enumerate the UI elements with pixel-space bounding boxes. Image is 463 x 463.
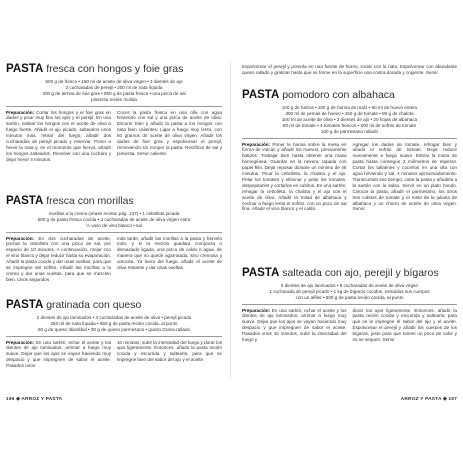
recipe-title: PASTA gratinada con queso <box>6 299 142 311</box>
method-text: 10 minutos, subir la intensidad del fuego y dorar los ajos ligeramente. Entonces, añadir la pasta recién cocida y escurrida y saltearla, para que se impregne bien del sabor del ajo y el aceite. <box>117 339 222 363</box>
ingredient-line: 300 ml de yemas de huevo • 150 g de tomate • 80 g de chalota <box>285 110 414 116</box>
preparation-label: Preparación: <box>242 307 271 313</box>
method-columns <box>6 236 222 283</box>
divider <box>6 106 222 107</box>
divider <box>242 304 457 305</box>
ingredient-line: 60 g de queso Idiazábal • 30 g de queso parmesano • queso Grana rallado <box>37 326 191 332</box>
recipe-pasta-gratinada <box>6 300 222 369</box>
ingredient-line: 500 g de pasta fresca cocida • 4 cucharadas de aceite de oliva virgen extra <box>37 216 191 222</box>
ingredient-list <box>6 211 222 229</box>
ingredient-line: morillas a la crema (véase receta, pág. 137) • 1 cebolleta picada <box>48 210 180 216</box>
method-text: Preparación: En una sartén, echar el aceite y los dientes de ajo laminados, arrimar a fuego muy suave. Dejar que los ajos se vayan haciendo muy despacio y que impregnen de sabor el aceite. Pasados unos <box>6 339 111 369</box>
ingredient-line: ½ vaso de vino blanco • sal <box>86 222 142 228</box>
method-text: Cocer la pasta fresca en una olla con agua hirviendo con sal y una pizca de aceite de oliva. Escurrir bien y añadir la pasta a los hongos con nata bien calientes. Ligar a fuego muy lento, con 50 gramos de aceite de oliva virgen. Añadir los dados de foie gras y espolvorear el perejil, removiendo sin romper la pasta. Rectificar de sal y pimienta. Servir caliente. <box>117 109 222 156</box>
ingredient-line: 400 g de terrina de foie gras • 800 g de pasta fresca • una pizca de sal <box>42 90 186 96</box>
ingredient-line: 100 g de harina • 100 g de harina de maíz • 80 ml de huevo entero <box>281 104 418 110</box>
ingredient-line: pimienta recién molida <box>91 96 137 102</box>
ingredient-line: 250 ml de nata líquida • 650 g de pasta recién cocida, al punto <box>50 320 178 326</box>
ingredient-list <box>6 79 222 103</box>
recipe-pasta-salteada <box>242 268 457 343</box>
ingredient-line: 100 g de parmesano rallado <box>320 128 379 134</box>
method-columns <box>6 340 222 370</box>
page-number-right: ARROZ Y PASTA ◆ 197 <box>400 397 457 402</box>
ingredient-list <box>6 315 222 333</box>
preparation-label: Preparación: <box>6 109 35 115</box>
page-number-left: 196 ◆ ARROZ Y PASTA <box>6 397 63 402</box>
method-text: dorar los ajos ligeramente. Entonces, añadir la pasta recién cocida y escurrida y saltearla, para que se le impregne el sabor del ajo y el aceite. Espolvorear el perejil y añadir los cuerpos de los bígaros, justo para que tomen un poco de calor y no se sequen. Servir. <box>352 307 457 343</box>
method-text: Espolvorear el perejil y ponerla en una fuente de horno, rociar con la nata. Espolvorear con abundante queso rallado y gratinar hasta que se forme en la superficie una costra dorada y crujiente. Servir. <box>242 64 457 75</box>
preparation-label: Preparación: <box>6 235 35 241</box>
preparation-label: Preparación: <box>242 141 271 147</box>
right-page <box>232 0 463 463</box>
method-columns <box>242 308 457 343</box>
divider <box>6 336 222 337</box>
ingredient-line: 6 dientes de ajo laminados • 8 cucharadas de aceite de oliva virgen <box>280 282 419 288</box>
gutter-divider <box>230 60 231 380</box>
method-text: Preparación: Cortar los hongos y el foie gras en dados y picar muy fino los ajos y el perejil. En una sartén, saltear los hongos con el aceite de oliva a fuego fuerte. Añadir el ajo picado, saltearlos unos minutos más, retirar del fuego, añadir dos cucharadas de perejil picado y reservar. Poner a hervir la nata y, en el momento que hierva, añadir los hongos salteados. Revolver con una cuchara y dejar hervir 4 minutos. <box>6 109 111 162</box>
divider <box>242 138 457 139</box>
recipe-pasta-hongos-foie <box>6 64 222 163</box>
recipe-title: PASTA fresca con morillas <box>6 195 134 207</box>
ingredient-line: 100 ml de aceite de oliva • 2 dientes de ajo • 20 hojas de albahaca <box>281 116 418 122</box>
ingredient-list <box>242 105 457 135</box>
ingredient-list <box>242 283 457 301</box>
recipe-title: PASTA pomodoro con albahaca <box>242 89 395 101</box>
recipe-pasta-pomodoro <box>242 90 457 212</box>
ingredient-line: 2 dientes de ajo laminados • 3 cucharadas de aceite de oliva • perejil picado <box>36 314 192 320</box>
recipe-pasta-morillas <box>6 196 222 283</box>
method-text: Preparación: En dos cucharadas de aceite, pochar la cebolleta con una pizca de sal, por espacio de 10 minutos. A continuación, mojar con el vino blanco y dejar reducir hasta su evaporación. Añadir la pasta cocida y dar unas vueltas, para que se impregne del sofrito. Añadir las morillas a la crema y dar unas vueltas, para que se mezclen bien. Unos segundos <box>6 235 111 282</box>
method-text: Agregar los dados de tomate, rehogar bien y añadir el sofrito de tomate. Dejar reducir nuevamente a fuego suave. Estirar la masa de pasta hasta conseguir 3 milímetros de espesor. Cortar los tallarines y cocerlos en una olla con agua hirviendo y sal, 4 minutos aproximadamente. Transcurrido ese tiempo, colar la pasta y añadirla a la sartén con la salsa. Servir en un plato hondo. Colocar la pasta, añadir el parmesano, los otros tres cubitos de tomate y el resto de la juliana de albahaca y un chorro de aceite de oliva virgen. Servir. <box>352 141 457 212</box>
method-columns <box>242 64 457 76</box>
ingredient-line: con un alfiler • 600 g de pasta recién cocida, al punto <box>295 294 404 300</box>
method-text: Preparación: Poner la harina sobre la mesa en forma de volcán y añadir los huevos, previamente batidos. Trabajar bien hasta obtener una masa homogénea. Guardar en la nevera, tapada con papel film. Dejar reposar durante un mínimo de 45 minutos. Picar la cebolleta, la chalota y el ajo. Pelar los tomates y eliminar y pelar los tomates, despepitarlos y cortarlos en cubitos. En una sartén, rehogar la cebolleta, la chalota y el ajo con el aceite de oliva. Añadir la mitad de albahaca y cocinar a fuego lento el sofrito, con un poco de sal fina. Añadir el vino blanco y el caldo. <box>242 141 347 212</box>
ingredient-line: 500 g de fresco • 150 ml de aceite de oliva virgen • 4 dientes de ajo <box>45 78 183 84</box>
ingredient-line: 2 cucharadas de perejil • 200 ml de nata líquida <box>65 84 163 90</box>
divider <box>6 232 222 233</box>
method-columns <box>242 142 457 213</box>
method-text: Preparación: En una sartén, echar el aceite y los dientes de ajo laminados, arrimar a fuego muy suave. Dejar que los ajos se vayan haciendo muy despacio y que impregnen de sabor el aceite. Pasados unos 15 minutos, subir la intensidad del fuego y <box>242 307 347 343</box>
continued-text <box>242 64 457 76</box>
ingredient-line: 1 cucharada de perejil picado • 1 kg de bígaros cocidos, extraídos sus cuerpos <box>269 288 430 294</box>
recipe-title: PASTA salteada con ajo, perejil y bígaros <box>242 267 439 279</box>
preparation-label: Preparación: <box>6 339 35 345</box>
ingredient-line: 80 ml de tomate • 4 tomates frescos • 300 ml de sofrito de tomate <box>282 122 417 128</box>
method-columns <box>6 110 222 163</box>
method-text: más tarde, añadir las morillas a la pasta y hervirlo todo, y si la mezcla quedara compacta o demasiado ligada, una pizca de caldo o agua, de manera que no quede agarrotada, sino cremosa y untuosa. Ya fuera del fuego, añadir el aceite de oliva restante y dar unas vueltas. <box>117 235 222 271</box>
left-page <box>0 0 231 463</box>
recipe-title: PASTA fresca con hongos y foie gras <box>6 63 184 75</box>
